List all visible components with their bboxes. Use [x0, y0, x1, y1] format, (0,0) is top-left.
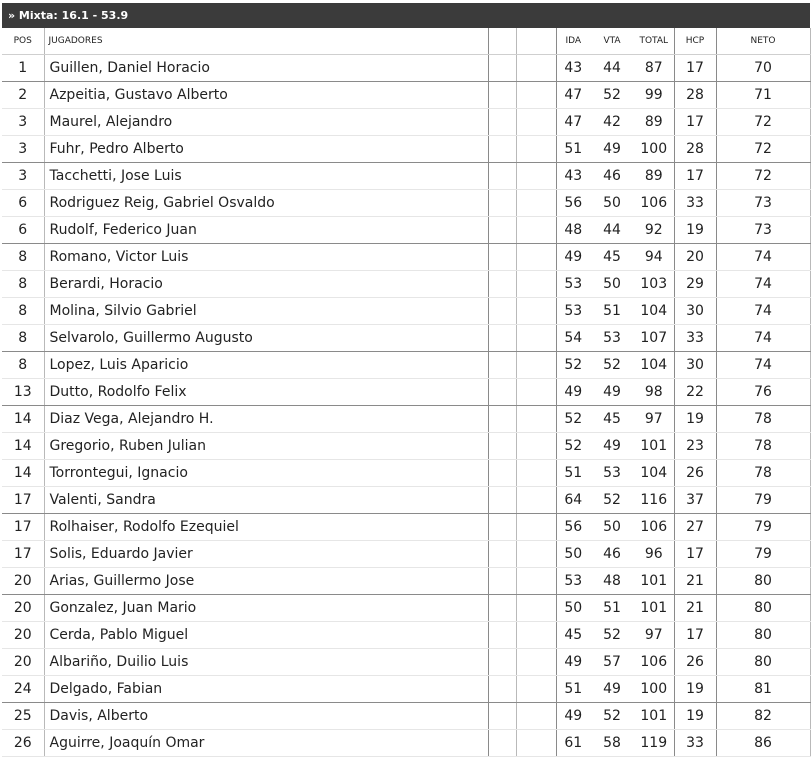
cell-hcp: 19 [674, 406, 716, 433]
cell-hcp: 17 [674, 163, 716, 190]
cell-player-name: Fuhr, Pedro Alberto [44, 136, 488, 163]
cell-blank-2 [516, 460, 556, 487]
cell-pos: 14 [2, 433, 44, 460]
cell-total: 116 [634, 487, 674, 514]
cell-blank-2 [516, 379, 556, 406]
cell-hcp: 33 [674, 325, 716, 352]
cell-pos: 2 [2, 82, 44, 109]
cell-neto: 80 [716, 568, 810, 595]
table-row [2, 55, 810, 82]
table-row [2, 460, 810, 487]
cell-neto: 78 [716, 406, 810, 433]
cell-neto: 74 [716, 352, 810, 379]
cell-neto: 72 [716, 163, 810, 190]
results-panel [2, 0, 810, 750]
cell-hcp: 33 [674, 730, 716, 757]
cell-blank-2 [516, 595, 556, 622]
cell-ida: 47 [556, 109, 590, 136]
cell-blank-2 [516, 649, 556, 676]
table-row [2, 406, 810, 433]
cell-blank-2 [516, 730, 556, 757]
cell-hcp: 28 [674, 136, 716, 163]
cell-neto: 73 [716, 190, 810, 217]
cell-blank-1 [488, 703, 516, 730]
cell-blank-2 [516, 703, 556, 730]
cell-pos: 17 [2, 541, 44, 568]
cell-neto: 72 [716, 136, 810, 163]
cell-blank-2 [516, 487, 556, 514]
table-row [2, 163, 810, 190]
cell-neto: 80 [716, 649, 810, 676]
cell-pos: 8 [2, 352, 44, 379]
column-header-neto: NETO [716, 28, 810, 55]
cell-total: 101 [634, 595, 674, 622]
table-row [2, 325, 810, 352]
cell-blank-1 [488, 730, 516, 757]
cell-total: 100 [634, 676, 674, 703]
cell-blank-2 [516, 433, 556, 460]
column-header-pos: POS [2, 28, 44, 55]
cell-hcp: 21 [674, 568, 716, 595]
cell-neto: 79 [716, 541, 810, 568]
cell-blank-1 [488, 109, 516, 136]
cell-blank-2 [516, 271, 556, 298]
cell-player-name: Dutto, Rodolfo Felix [44, 379, 488, 406]
cell-blank-2 [516, 109, 556, 136]
cell-player-name: Torrontegui, Ignacio [44, 460, 488, 487]
cell-blank-2 [516, 55, 556, 82]
cell-player-name: Delgado, Fabian [44, 676, 488, 703]
cell-hcp: 20 [674, 244, 716, 271]
cell-neto: 72 [716, 109, 810, 136]
cell-hcp: 17 [674, 622, 716, 649]
cell-player-name: Diaz Vega, Alejandro H. [44, 406, 488, 433]
cell-total: 97 [634, 406, 674, 433]
cell-blank-1 [488, 379, 516, 406]
cell-neto: 74 [716, 325, 810, 352]
cell-vta: 51 [590, 595, 634, 622]
cell-vta: 50 [590, 190, 634, 217]
cell-pos: 20 [2, 622, 44, 649]
cell-hcp: 27 [674, 514, 716, 541]
cell-hcp: 30 [674, 352, 716, 379]
cell-ida: 49 [556, 649, 590, 676]
cell-blank-1 [488, 568, 516, 595]
cell-ida: 43 [556, 55, 590, 82]
cell-total: 104 [634, 352, 674, 379]
cell-blank-1 [488, 244, 516, 271]
cell-blank-1 [488, 406, 516, 433]
cell-total: 101 [634, 433, 674, 460]
cell-blank-1 [488, 433, 516, 460]
cell-ida: 64 [556, 487, 590, 514]
cell-pos: 24 [2, 676, 44, 703]
cell-hcp: 30 [674, 298, 716, 325]
cell-pos: 17 [2, 514, 44, 541]
cell-total: 106 [634, 649, 674, 676]
cell-total: 101 [634, 568, 674, 595]
cell-vta: 46 [590, 541, 634, 568]
cell-total: 106 [634, 190, 674, 217]
cell-hcp: 21 [674, 595, 716, 622]
table-row [2, 568, 810, 595]
cell-vta: 49 [590, 136, 634, 163]
table-row [2, 433, 810, 460]
cell-ida: 49 [556, 244, 590, 271]
cell-blank-1 [488, 298, 516, 325]
cell-player-name: Selvarolo, Guillermo Augusto [44, 325, 488, 352]
cell-neto: 74 [716, 298, 810, 325]
cell-hcp: 33 [674, 190, 716, 217]
column-header-blank-2 [516, 28, 556, 55]
cell-hcp: 19 [674, 703, 716, 730]
cell-vta: 51 [590, 298, 634, 325]
cell-blank-1 [488, 487, 516, 514]
cell-neto: 74 [716, 271, 810, 298]
cell-ida: 53 [556, 298, 590, 325]
cell-vta: 44 [590, 55, 634, 82]
cell-hcp: 17 [674, 55, 716, 82]
cell-hcp: 19 [674, 676, 716, 703]
cell-hcp: 23 [674, 433, 716, 460]
table-row [2, 379, 810, 406]
cell-pos: 26 [2, 730, 44, 757]
cell-ida: 49 [556, 379, 590, 406]
cell-pos: 6 [2, 217, 44, 244]
table-row [2, 82, 810, 109]
cell-neto: 79 [716, 514, 810, 541]
cell-total: 94 [634, 244, 674, 271]
cell-blank-2 [516, 406, 556, 433]
cell-neto: 82 [716, 703, 810, 730]
cell-vta: 46 [590, 163, 634, 190]
cell-total: 100 [634, 136, 674, 163]
cell-pos: 8 [2, 244, 44, 271]
cell-ida: 52 [556, 406, 590, 433]
cell-ida: 51 [556, 136, 590, 163]
cell-player-name: Davis, Alberto [44, 703, 488, 730]
cell-hcp: 26 [674, 460, 716, 487]
table-row [2, 217, 810, 244]
cell-player-name: Guillen, Daniel Horacio [44, 55, 488, 82]
cell-pos: 3 [2, 163, 44, 190]
cell-blank-1 [488, 460, 516, 487]
cell-total: 104 [634, 298, 674, 325]
cell-hcp: 37 [674, 487, 716, 514]
cell-vta: 53 [590, 325, 634, 352]
cell-ida: 52 [556, 352, 590, 379]
cell-player-name: Azpeitia, Gustavo Alberto [44, 82, 488, 109]
cell-ida: 53 [556, 568, 590, 595]
cell-player-name: Albariño, Duilio Luis [44, 649, 488, 676]
cell-pos: 14 [2, 406, 44, 433]
cell-hcp: 19 [674, 217, 716, 244]
cell-player-name: Tacchetti, Jose Luis [44, 163, 488, 190]
cell-blank-1 [488, 55, 516, 82]
cell-blank-1 [488, 352, 516, 379]
cell-blank-2 [516, 190, 556, 217]
cell-blank-1 [488, 676, 516, 703]
cell-player-name: Valenti, Sandra [44, 487, 488, 514]
cell-vta: 42 [590, 109, 634, 136]
cell-vta: 52 [590, 622, 634, 649]
cell-pos: 8 [2, 325, 44, 352]
cell-total: 101 [634, 703, 674, 730]
cell-vta: 52 [590, 487, 634, 514]
cell-ida: 43 [556, 163, 590, 190]
table-row [2, 109, 810, 136]
cell-ida: 54 [556, 325, 590, 352]
cell-blank-2 [516, 568, 556, 595]
cell-ida: 53 [556, 271, 590, 298]
table-row [2, 649, 810, 676]
cell-player-name: Romano, Victor Luis [44, 244, 488, 271]
cell-blank-1 [488, 514, 516, 541]
cell-pos: 8 [2, 271, 44, 298]
cell-total: 119 [634, 730, 674, 757]
cell-blank-2 [516, 163, 556, 190]
cell-total: 107 [634, 325, 674, 352]
cell-total: 104 [634, 460, 674, 487]
cell-vta: 50 [590, 514, 634, 541]
cell-hcp: 26 [674, 649, 716, 676]
cell-total: 106 [634, 514, 674, 541]
cell-neto: 81 [716, 676, 810, 703]
cell-pos: 25 [2, 703, 44, 730]
cell-neto: 78 [716, 433, 810, 460]
cell-player-name: Solis, Eduardo Javier [44, 541, 488, 568]
cell-ida: 56 [556, 514, 590, 541]
cell-vta: 52 [590, 352, 634, 379]
cell-blank-2 [516, 298, 556, 325]
cell-player-name: Cerda, Pablo Miguel [44, 622, 488, 649]
category-title: » Mixta: 16.1 - 53.9 [2, 3, 810, 28]
cell-total: 103 [634, 271, 674, 298]
cell-player-name: Lopez, Luis Aparicio [44, 352, 488, 379]
cell-player-name: Maurel, Alejandro [44, 109, 488, 136]
results-table [2, 28, 811, 757]
cell-player-name: Aguirre, Joaquín Omar [44, 730, 488, 757]
cell-player-name: Berardi, Horacio [44, 271, 488, 298]
cell-blank-2 [516, 622, 556, 649]
cell-vta: 45 [590, 406, 634, 433]
cell-vta: 57 [590, 649, 634, 676]
cell-neto: 74 [716, 244, 810, 271]
cell-blank-2 [516, 514, 556, 541]
cell-blank-1 [488, 649, 516, 676]
cell-blank-2 [516, 82, 556, 109]
column-header-ida: IDA [556, 28, 590, 55]
table-row [2, 730, 810, 757]
cell-ida: 49 [556, 703, 590, 730]
cell-hcp: 17 [674, 109, 716, 136]
cell-vta: 44 [590, 217, 634, 244]
cell-neto: 79 [716, 487, 810, 514]
cell-total: 87 [634, 55, 674, 82]
cell-neto: 76 [716, 379, 810, 406]
table-row [2, 271, 810, 298]
cell-total: 99 [634, 82, 674, 109]
cell-vta: 48 [590, 568, 634, 595]
cell-neto: 70 [716, 55, 810, 82]
column-header-blank-1 [488, 28, 516, 55]
cell-neto: 80 [716, 595, 810, 622]
cell-total: 96 [634, 541, 674, 568]
table-row [2, 595, 810, 622]
cell-vta: 53 [590, 460, 634, 487]
cell-vta: 49 [590, 676, 634, 703]
table-row [2, 622, 810, 649]
cell-vta: 52 [590, 703, 634, 730]
cell-pos: 20 [2, 649, 44, 676]
cell-hcp: 22 [674, 379, 716, 406]
cell-hcp: 28 [674, 82, 716, 109]
column-header-hcp: HCP [674, 28, 716, 55]
cell-neto: 73 [716, 217, 810, 244]
cell-vta: 58 [590, 730, 634, 757]
cell-blank-1 [488, 595, 516, 622]
cell-total: 89 [634, 109, 674, 136]
cell-total: 92 [634, 217, 674, 244]
cell-blank-1 [488, 163, 516, 190]
column-header-jugadores: JUGADORES [44, 28, 488, 55]
cell-hcp: 29 [674, 271, 716, 298]
column-header-vta: VTA [590, 28, 634, 55]
cell-player-name: Arias, Guillermo Jose [44, 568, 488, 595]
column-header-total: TOTAL [634, 28, 674, 55]
cell-blank-2 [516, 352, 556, 379]
table-row [2, 541, 810, 568]
table-row [2, 703, 810, 730]
cell-blank-1 [488, 82, 516, 109]
cell-blank-1 [488, 190, 516, 217]
table-row [2, 298, 810, 325]
table-row [2, 190, 810, 217]
cell-ida: 51 [556, 676, 590, 703]
cell-ida: 52 [556, 433, 590, 460]
cell-blank-2 [516, 244, 556, 271]
cell-total: 97 [634, 622, 674, 649]
cell-pos: 3 [2, 109, 44, 136]
cell-blank-2 [516, 136, 556, 163]
cell-total: 89 [634, 163, 674, 190]
cell-blank-1 [488, 136, 516, 163]
cell-vta: 45 [590, 244, 634, 271]
cell-ida: 56 [556, 190, 590, 217]
cell-pos: 20 [2, 568, 44, 595]
table-header-row [2, 28, 810, 55]
cell-pos: 17 [2, 487, 44, 514]
cell-blank-2 [516, 217, 556, 244]
cell-neto: 80 [716, 622, 810, 649]
cell-player-name: Gregorio, Ruben Julian [44, 433, 488, 460]
cell-player-name: Rodriguez Reig, Gabriel Osvaldo [44, 190, 488, 217]
cell-vta: 49 [590, 379, 634, 406]
cell-pos: 13 [2, 379, 44, 406]
cell-player-name: Rudolf, Federico Juan [44, 217, 488, 244]
cell-player-name: Gonzalez, Juan Mario [44, 595, 488, 622]
cell-total: 98 [634, 379, 674, 406]
cell-ida: 51 [556, 460, 590, 487]
cell-blank-1 [488, 622, 516, 649]
table-row [2, 136, 810, 163]
cell-pos: 8 [2, 298, 44, 325]
table-row [2, 487, 810, 514]
cell-neto: 78 [716, 460, 810, 487]
results-body [2, 55, 810, 757]
cell-ida: 47 [556, 82, 590, 109]
cell-ida: 50 [556, 541, 590, 568]
cell-ida: 48 [556, 217, 590, 244]
cell-blank-2 [516, 541, 556, 568]
cell-blank-1 [488, 271, 516, 298]
cell-ida: 50 [556, 595, 590, 622]
cell-ida: 45 [556, 622, 590, 649]
cell-vta: 50 [590, 271, 634, 298]
cell-blank-2 [516, 676, 556, 703]
table-row [2, 676, 810, 703]
cell-blank-2 [516, 325, 556, 352]
cell-player-name: Molina, Silvio Gabriel [44, 298, 488, 325]
cell-neto: 86 [716, 730, 810, 757]
cell-vta: 49 [590, 433, 634, 460]
cell-neto: 71 [716, 82, 810, 109]
table-row [2, 244, 810, 271]
cell-pos: 20 [2, 595, 44, 622]
cell-pos: 1 [2, 55, 44, 82]
cell-hcp: 17 [674, 541, 716, 568]
cell-ida: 61 [556, 730, 590, 757]
cell-blank-1 [488, 541, 516, 568]
cell-player-name: Rolhaiser, Rodolfo Ezequiel [44, 514, 488, 541]
cell-pos: 6 [2, 190, 44, 217]
table-row [2, 352, 810, 379]
cell-pos: 14 [2, 460, 44, 487]
table-row [2, 514, 810, 541]
cell-blank-1 [488, 325, 516, 352]
cell-pos: 3 [2, 136, 44, 163]
cell-blank-1 [488, 217, 516, 244]
cell-vta: 52 [590, 82, 634, 109]
